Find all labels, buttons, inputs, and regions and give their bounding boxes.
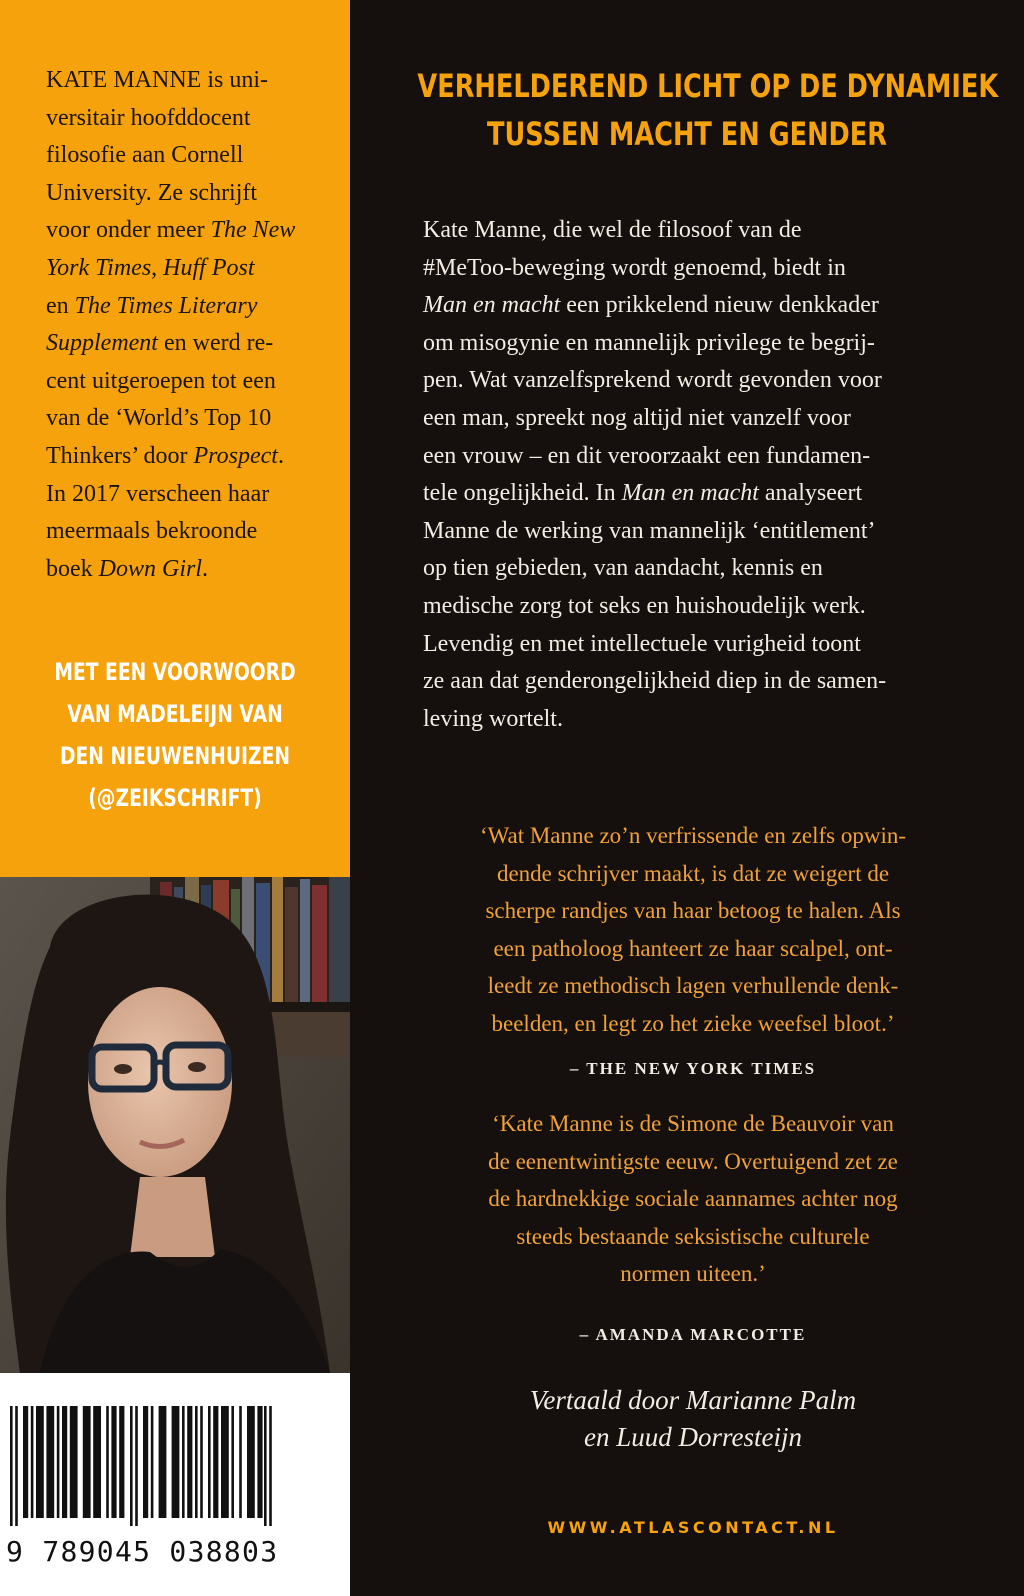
bio-text: KATE MANNE is uni- <box>46 67 268 93</box>
bio-italic-text: Down Girl <box>98 555 203 582</box>
barcode-bar <box>143 1406 148 1518</box>
quote-line: de eenentwintigste eeuw. Overtuigend zet ze <box>488 1148 898 1174</box>
blurb-line <box>423 663 983 701</box>
blurb-text: pen. Wat vanzelfsprekend wordt gevonden voor <box>423 367 882 394</box>
blurb-line <box>423 250 983 288</box>
bio-italic-text: Huff Post <box>163 254 255 281</box>
barcode-bar <box>257 1406 262 1518</box>
headline-line: VERHELDEREND LICHT OP DE DYNAMIEK <box>417 67 999 105</box>
quote-line: een patholoog hanteert ze haar scalpel, ont- <box>493 935 893 961</box>
blurb-line <box>423 588 983 626</box>
headline <box>417 62 999 158</box>
review-quote-nyt <box>410 817 976 1043</box>
preface-line: VAN MADELEIJN VAN <box>67 700 283 728</box>
blurb-line <box>423 362 983 400</box>
barcode-bar <box>187 1406 192 1518</box>
barcode-bar <box>106 1406 109 1518</box>
barcode-bar <box>93 1406 101 1518</box>
blurb-line <box>423 513 983 551</box>
blurb-text: om misogynie en mannelijk privilege te begrij- <box>423 329 875 356</box>
barcode-bar <box>23 1406 28 1518</box>
preface-line: DEN NIEUWENHUIZEN <box>59 742 291 770</box>
barcode-bar <box>239 1406 242 1518</box>
author-bio-panel <box>0 0 350 877</box>
bio-text: . <box>277 442 284 469</box>
bio-line <box>46 137 328 175</box>
bio-line <box>46 212 328 250</box>
bio-line <box>46 363 328 401</box>
blurb-text: tele ongelijkheid. In <box>423 480 622 507</box>
bio-line <box>46 400 328 438</box>
barcode-bar <box>83 1406 91 1518</box>
translator-line: en Luud Dorresteijn <box>584 1422 802 1452</box>
bio-text: van de ‘World’s Top 10 <box>46 405 272 432</box>
barcode-guard-bar <box>10 1406 13 1526</box>
barcode-bar <box>119 1406 124 1518</box>
quote-line: leedt ze methodisch lagen verhullende denk- <box>487 973 899 999</box>
quote-line: beelden, en legt zo het zieke weefsel bloot.’ <box>491 1010 895 1036</box>
bio-line <box>46 175 328 213</box>
translator-line: Vertaald door Marianne Palm <box>529 1385 857 1415</box>
review-quote-marcotte <box>410 1105 976 1293</box>
blurb-line <box>423 325 983 363</box>
quote-line: ‘Wat Manne zo’n verfrissende en zelfs opwin- <box>479 823 907 848</box>
bio-text: cent uitgeroepen tot een <box>46 367 276 394</box>
bio-text: boek <box>46 555 99 582</box>
barcode-guard-bar <box>269 1406 272 1526</box>
barcode-bar <box>159 1406 167 1518</box>
blurb-line <box>423 287 983 325</box>
blurb-text: medische zorg tot seks en huishoudelijk werk. <box>423 592 866 619</box>
bio-italic-text: The Times Literary <box>74 292 258 319</box>
quote-line: de hardnekkige sociale aannames achter nog <box>488 1186 898 1212</box>
blurb-line <box>423 400 983 438</box>
blurb-line <box>423 550 983 588</box>
quote-attribution: – THE NEW YORK TIMES <box>569 1059 817 1078</box>
barcode-guard-bar <box>135 1406 138 1526</box>
blurb-line <box>423 212 983 250</box>
barcode-bar <box>195 1406 198 1518</box>
bio-italic-text: The New <box>210 217 296 244</box>
blurb-text: een vrouw – en dit veroorzaakt een fundamen- <box>423 442 871 469</box>
barcode-bar <box>208 1406 211 1518</box>
blurb-text: #MeToo-beweging wordt genoemd, biedt in <box>423 254 846 281</box>
blurb-text: ze aan dat genderongelijkheid diep in de samen- <box>423 668 887 695</box>
barcode-bar <box>36 1406 44 1518</box>
blurb-line <box>423 438 983 476</box>
bio-text: filosofie aan Cornell <box>46 142 244 169</box>
blurb-line <box>423 701 983 739</box>
barcode-guard-bar <box>15 1406 18 1526</box>
blurb-line <box>423 626 983 664</box>
blurb-text: Kate Manne, die wel de filosoof van de <box>423 217 802 243</box>
blurb-text: analyseert <box>758 480 863 507</box>
barcode-bar <box>31 1406 34 1518</box>
quote-line: steeds bestaande seksistische culturele <box>516 1223 870 1249</box>
bio-line <box>46 288 328 326</box>
barcode-bar <box>200 1406 203 1518</box>
bio-italic-text: Prospect <box>193 442 278 469</box>
barcode-bar <box>70 1406 78 1518</box>
blurb-text: leving wortelt. <box>423 705 563 732</box>
bio-line <box>46 325 328 363</box>
blurb-text: een prikkelend nieuw denkkader <box>560 292 879 319</box>
bio-line <box>46 100 328 138</box>
bio-line <box>46 476 328 514</box>
quote-line: ‘Kate Manne is de Simone de Beauvoir van <box>492 1111 894 1136</box>
headline-line: TUSSEN MACHT EN GENDER <box>487 115 887 153</box>
bio-text: en werd re- <box>157 330 274 357</box>
blurb-italic-text: Man en macht <box>423 292 561 319</box>
blurb-text: Levendig en met intellectuele vurigheid toont <box>423 630 861 657</box>
barcode-bar <box>57 1406 60 1518</box>
barcode-bar <box>231 1406 234 1518</box>
blurb-text: Manne de werking van mannelijk ‘entitlement’ <box>423 517 876 544</box>
barcode-bar <box>62 1406 67 1518</box>
blurb-line <box>423 475 983 513</box>
bio-text: meermaals bekroonde <box>46 518 258 545</box>
quote-attribution: – AMANDA MARCOTTE <box>579 1325 807 1344</box>
translator-credit <box>410 1382 976 1456</box>
bio-text: , <box>151 254 164 281</box>
barcode-bar <box>247 1406 255 1518</box>
author-photo <box>0 877 350 1373</box>
left-column <box>0 0 350 1596</box>
barcode-bar <box>182 1406 185 1518</box>
bio-text: . <box>202 555 209 582</box>
bio-text: In 2017 verscheen haar <box>46 480 270 507</box>
barcode-guard-bar <box>130 1406 133 1526</box>
blurb-text: een man, spreekt nog altijd niet vanzelf voor <box>423 404 851 431</box>
bio-line <box>46 551 328 589</box>
preface-line: MET EEN VOORWOORD <box>54 658 296 686</box>
bio-italic-text: Supplement <box>46 330 158 357</box>
bio-text: Thinkers’ door <box>46 442 194 469</box>
barcode-bar <box>172 1406 180 1518</box>
bio-line <box>46 438 328 476</box>
bio-text: versitair hoofddocent <box>46 104 251 131</box>
author-bio <box>46 62 328 588</box>
book-blurb <box>423 212 983 738</box>
bio-italic-text: York Times <box>46 254 152 281</box>
preface-line: (@ZEIKSCHRIFT) <box>88 784 262 812</box>
quote-line: normen uiteen.’ <box>620 1261 766 1287</box>
bio-text: en <box>46 292 75 319</box>
isbn-number: 9 789045 038803 <box>6 1535 279 1568</box>
bio-line <box>46 513 328 551</box>
bio-text: voor onder meer <box>46 217 211 244</box>
barcode <box>10 1406 272 1526</box>
bio-line <box>46 62 328 100</box>
barcode-bar <box>151 1406 154 1518</box>
bio-text: University. Ze schrijft <box>46 179 258 206</box>
barcode-bar <box>46 1406 54 1518</box>
barcode-bar <box>111 1406 116 1518</box>
barcode-bar <box>221 1406 229 1518</box>
blurb-italic-text: Man en macht <box>621 480 759 507</box>
publisher-website[interactable]: WWW.ATLASCONTACT.NL <box>547 1518 839 1537</box>
barcode-guard-bar <box>264 1406 267 1526</box>
quote-line: scherpe randjes van haar betoog te halen. Als <box>485 898 901 924</box>
preface-note <box>39 651 312 819</box>
barcode-bar <box>213 1406 218 1518</box>
blurb-text: op tien gebieden, van aandacht, kennis en <box>423 555 823 582</box>
quote-line: dende schrijver maakt, is dat ze weigert de <box>496 860 890 886</box>
bio-line <box>46 250 328 288</box>
